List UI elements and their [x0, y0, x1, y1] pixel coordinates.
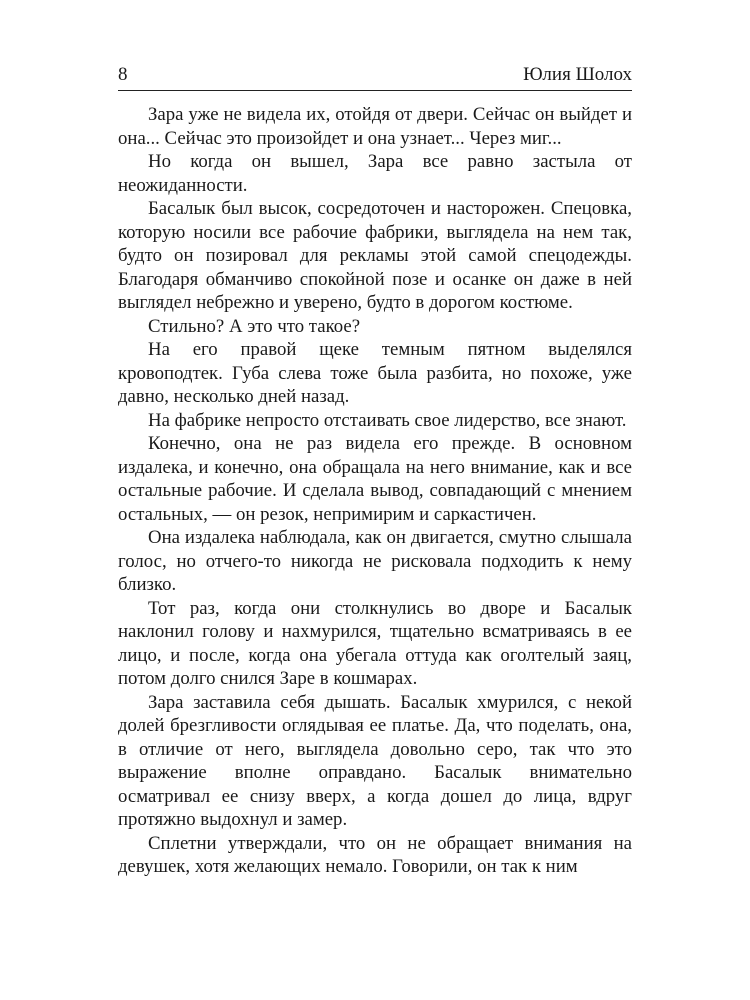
body-text: [118, 103, 632, 879]
paragraph: Басалык был высок, сосредоточен и насторожен. Спецовка, которую носили все рабочие фабрики, выглядела на нем так, будто он позировал для рекламы этой самой спецодежды. Благодаря обманчиво спокойной позе и осанке он даже в ней выглядел небрежно и уверено, будто в дорогом костюме.: [118, 198, 632, 313]
paragraph: Конечно, она не раз видела его прежде. В основном издалека, и конечно, она обращала на него внимание, как и все остальные рабочие. И сделала вывод, совпадающий с мнением остальных, — он резок, непримирим и саркастичен.: [118, 433, 632, 525]
paragraph: Зара заставила себя дышать. Басалык хмурился, с некой долей брезгливости оглядывая ее платье. Да, что поделать, она, в отличие от него, выглядела довольно серо, так что это выражение вполне оправдано. Басалык внимательно осматривал ее снизу вверх, а когда дошел до лица, вдруг протяжно выдохнул и замер.: [118, 691, 632, 830]
paragraph: Сплетни утверждали, что он не обращает внимания на девушек, хотя желающих немало. Говорили, он так к ним: [118, 832, 632, 877]
paragraph: Она издалека наблюдала, как он двигается, смутно слышала голос, но отчего-то никогда не рисковала подходить к нему близко.: [118, 527, 632, 595]
paragraph: Зара уже не видела их, отойдя от двери. Сейчас он выйдет и она... Сейчас это произойдет и она узнает... Через миг...: [118, 104, 632, 149]
paragraph: Но когда он вышел, Зара все равно застыла от неожиданности.: [118, 151, 632, 196]
running-head-author: Юлия Шолох: [523, 64, 632, 85]
paragraph: На фабрике непросто отстаивать свое лидерство, все знают.: [148, 409, 627, 431]
page-header: [118, 62, 632, 91]
paragraph: Тот раз, когда они столкнулись во дворе и Басалык наклонил голову и нахмурился, тщательно всматриваясь в ее лицо, и после, когда она убегала оттуда как оголтелый заяц, потом долго снился Заре в кошмарах.: [118, 597, 632, 689]
paragraph: На его правой щеке темным пятном выделялся кровоподтек. Губа слева тоже была разбита, но похоже, уже давно, несколько дней назад.: [118, 339, 632, 407]
paragraph: Стильно? А это что такое?: [148, 315, 361, 337]
page-number: 8: [118, 64, 128, 85]
